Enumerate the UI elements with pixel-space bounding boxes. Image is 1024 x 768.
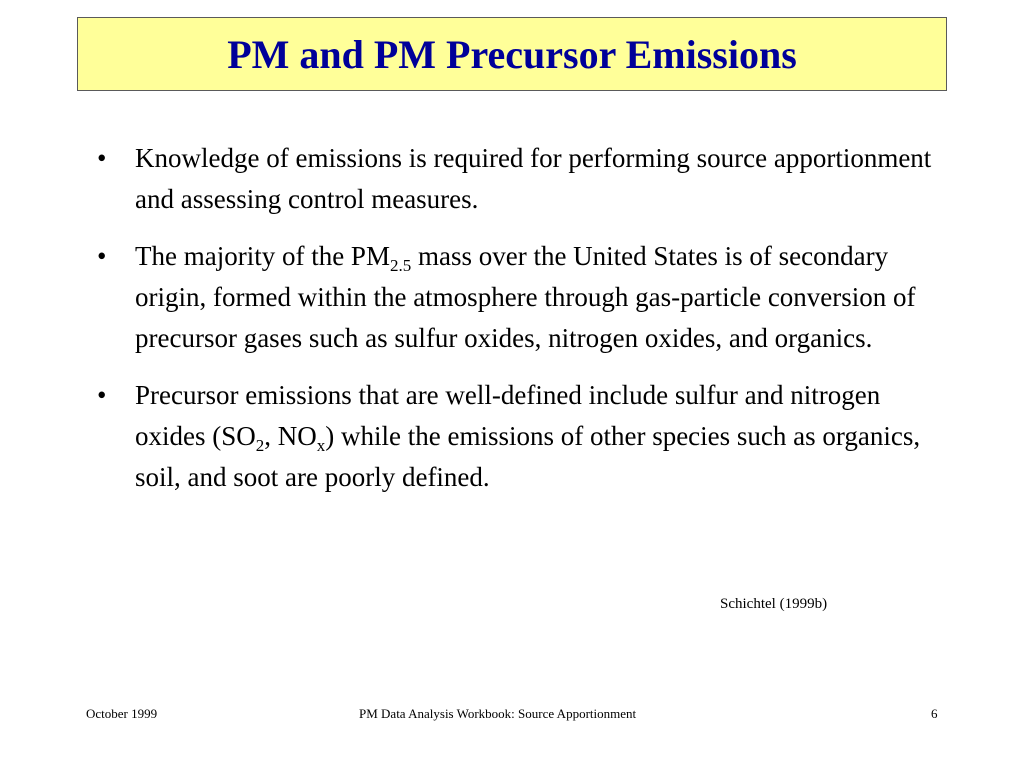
- bullet-text-part: mass over the United States is of secondary origin, formed within the atmosphere through gas-particle conversion of precursor gases such as sulfur oxides, nitrogen oxides, and organics.: [135, 241, 916, 353]
- subscript: 2: [255, 436, 265, 455]
- subscript: 2.5: [389, 256, 412, 275]
- bullet-text: Knowledge of emissions is required for performing source apportionment and assessing control measures.: [135, 143, 932, 214]
- title-box: [77, 17, 947, 91]
- bullet-item: [95, 236, 955, 359]
- bullet-marker: •: [97, 143, 107, 173]
- footer-title: PM Data Analysis Workbook: Source Apportionment: [359, 706, 637, 721]
- bullet-item: [95, 375, 955, 498]
- bullet-text: [135, 241, 916, 353]
- bullet-text-part: Precursor emissions that are well-defined include sulfur and nitrogen oxides (SO: [135, 380, 881, 451]
- citation: Schichtel (1999b): [720, 596, 828, 612]
- bullet-text-part: , NO: [264, 421, 317, 451]
- bullet-list: [95, 138, 955, 514]
- bullet-text: [135, 380, 920, 492]
- slide-title: PM and PM Precursor Emissions: [227, 31, 797, 77]
- bullet-marker: •: [97, 241, 107, 271]
- bullet-item: [95, 138, 955, 220]
- bullet-text-part: ) while the emissions of other species such as organics, soil, and soot are poorly defined.: [135, 421, 921, 492]
- footer-date: October 1999: [86, 706, 158, 721]
- bullet-text-part: The majority of the PM: [135, 241, 390, 271]
- page-number: 6: [931, 706, 938, 721]
- subscript: x: [316, 436, 326, 455]
- bullet-marker: •: [97, 380, 107, 410]
